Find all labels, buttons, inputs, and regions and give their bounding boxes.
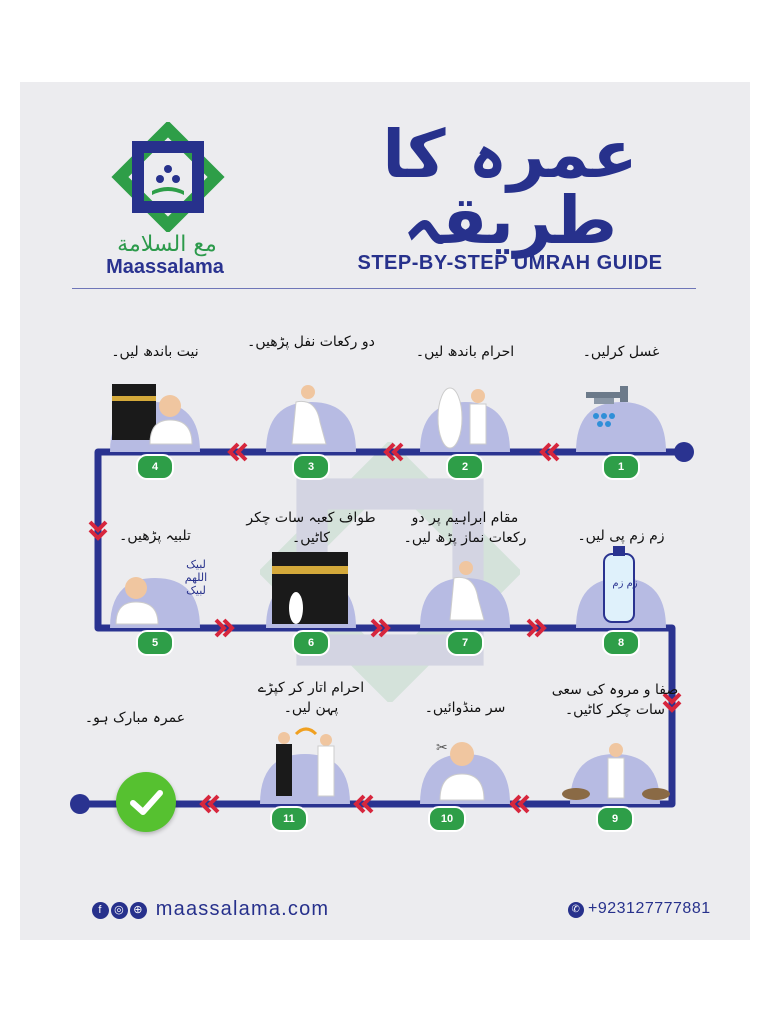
safa-marwa-icon (560, 714, 670, 804)
website-text[interactable]: maassalama.com (155, 898, 330, 920)
check-icon (116, 772, 176, 832)
step-label-4: نیت باندھ لیں۔ (111, 344, 199, 360)
footer-website[interactable] (92, 898, 329, 921)
step-label-2: احرام باندھ لیں۔ (415, 344, 515, 360)
brand-name: Maassalama (106, 256, 224, 278)
talbiyah-bubble-line: لبیک (186, 558, 206, 571)
instagram-icon[interactable]: ◎ (111, 902, 128, 919)
route-start-dot (674, 442, 694, 462)
step-label-5: تلبیہ پڑھیں۔ (119, 528, 191, 544)
head-shave-icon (410, 714, 520, 804)
step-label-7: مقام ابراہیم پر دو رکعات نماز پڑھ لیں۔ (403, 510, 527, 546)
step-badge-10: 10 (428, 806, 466, 832)
step-label-11: احرام اتار کر کپڑے پہن لیں۔ (257, 680, 365, 716)
finish-check (116, 772, 176, 832)
zamzam-bottle-text: زم زم (612, 578, 638, 589)
ihram-couple-icon (410, 362, 520, 452)
step-badge-6: 6 (292, 630, 330, 656)
step-badge-7: 7 (446, 630, 484, 656)
talbiyah-bubble-line: لبیک (186, 584, 206, 597)
phone-text[interactable]: +923127777881 (588, 900, 711, 917)
web-icon[interactable]: ⊕ (130, 902, 147, 919)
step-badge-9: 9 (596, 806, 634, 832)
svg-text:✂: ✂ (436, 740, 448, 756)
prayer-icon (410, 538, 520, 628)
page-title: عمرہ کا طریقہ (382, 116, 638, 259)
footer-phone[interactable] (568, 900, 711, 918)
kaaba-pilgrim-icon (100, 362, 210, 452)
step-label-1: غسل کرلیں۔ (582, 344, 660, 360)
talbiyah-bubble (172, 558, 220, 597)
step-label-3: دو رکعات نفل پڑھیں۔ (247, 334, 375, 350)
facebook-icon[interactable]: f (92, 902, 109, 919)
change-clothes-icon (250, 714, 360, 804)
step-badge-8: 8 (602, 630, 640, 656)
kaaba-icon (256, 538, 366, 628)
route-end-dot (70, 794, 90, 814)
step-label-8: زم زم پی لیں۔ (577, 528, 665, 544)
step-badge-11: 11 (270, 806, 308, 832)
step-badge-3: 3 (292, 454, 330, 480)
step-badge-4: 4 (136, 454, 174, 480)
page-subtitle: STEP-BY-STEP UMRAH GUIDE (357, 252, 663, 274)
guide-card (20, 82, 750, 940)
talbiyah-bubble-line: اللھم (184, 571, 208, 584)
step-label-9: صفا و مروہ کی سعی سات چکر کاٹیں۔ (551, 682, 679, 718)
prayer-icon (256, 362, 366, 452)
step-label-10: سر منڈوائیں۔ (424, 700, 506, 716)
brand-name-arabic: مع السلامة (117, 232, 217, 257)
step-badge-1: 1 (602, 454, 640, 480)
shower-icon (566, 362, 676, 452)
step-badge-2: 2 (446, 454, 484, 480)
finish-label: عمرہ مبارک ہو۔ (84, 710, 186, 726)
step-label-6: طواف کعبہ سات چکر کاٹیں۔ (246, 510, 376, 546)
whatsapp-icon: ✆ (568, 902, 584, 918)
step-badge-5: 5 (136, 630, 174, 656)
